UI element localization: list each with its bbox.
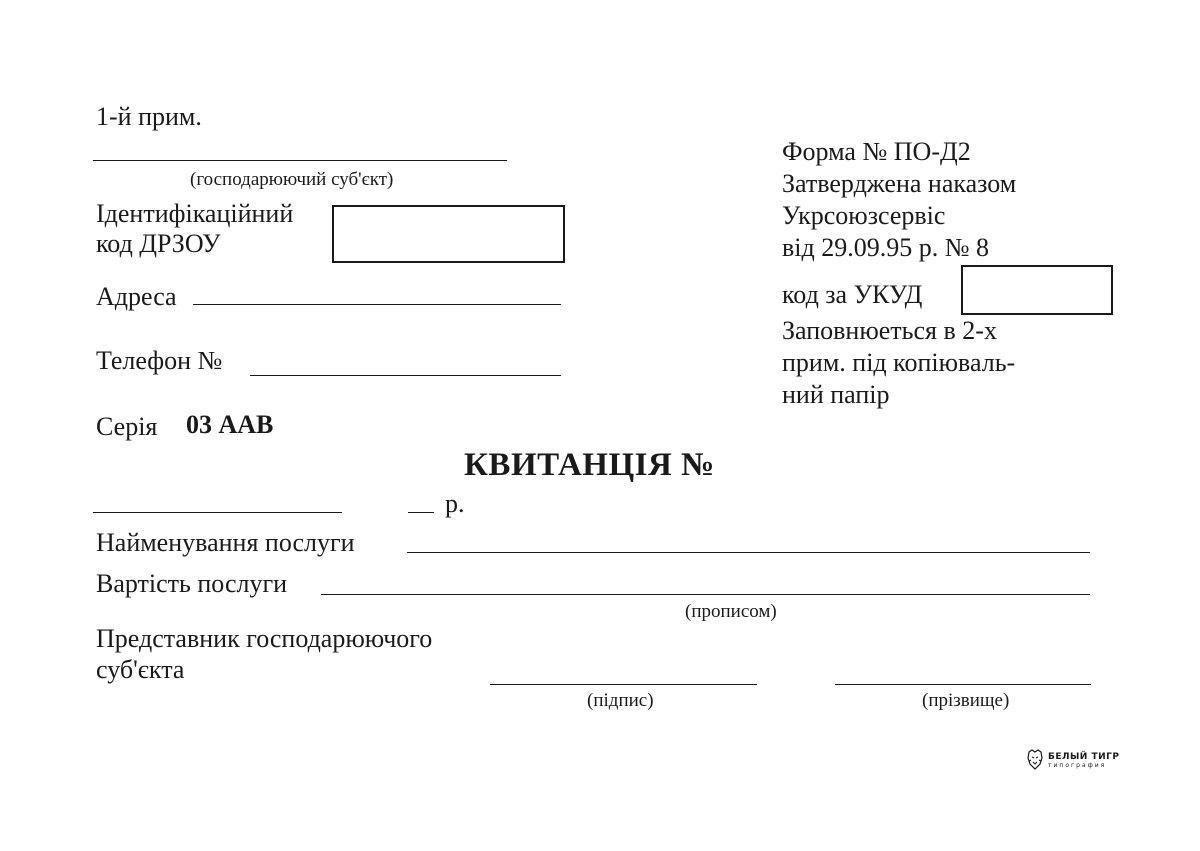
representative-label-line1: Представник господарюючого bbox=[96, 624, 433, 653]
address-label: Адреса bbox=[96, 282, 177, 311]
approved-line1: Затверджена наказом bbox=[782, 169, 1017, 198]
ukud-label: код за УКУД bbox=[782, 280, 923, 309]
year-suffix: р. bbox=[445, 489, 465, 518]
id-code-box bbox=[332, 205, 565, 263]
entity-caption: (господарюючий суб'єкт) bbox=[190, 169, 394, 190]
fill-note-line3: ний папір bbox=[782, 380, 890, 409]
date-line bbox=[93, 512, 342, 513]
entity-line bbox=[93, 160, 507, 161]
service-name-line bbox=[407, 552, 1090, 553]
approved-line2: Укрсоюзсервіс bbox=[782, 201, 946, 230]
id-code-label-line2: код ДРЗОУ bbox=[96, 229, 221, 258]
series-value: 03 ААВ bbox=[186, 410, 274, 439]
receipt-title: КВИТАНЦІЯ № bbox=[464, 447, 715, 483]
address-line bbox=[193, 304, 561, 305]
form-number: Форма № ПО-Д2 bbox=[782, 137, 971, 166]
in-words-caption: (прописом) bbox=[685, 601, 777, 622]
ukud-box bbox=[961, 265, 1113, 315]
series-label: Серія bbox=[96, 412, 158, 441]
surname-line bbox=[835, 684, 1091, 685]
copy-label: 1-й прим. bbox=[96, 102, 202, 131]
signature-line bbox=[490, 684, 757, 685]
printer-logo-subtitle: типография bbox=[1048, 762, 1107, 769]
year-line bbox=[408, 512, 434, 513]
id-code-label-line1: Ідентифікаційний bbox=[96, 199, 294, 228]
phone-line bbox=[250, 375, 561, 376]
fill-note-line2: прим. під копіюваль- bbox=[782, 348, 1016, 377]
fill-note-line1: Заповнюеться в 2-х bbox=[782, 316, 997, 345]
signature-caption: (підпис) bbox=[587, 690, 654, 711]
printer-logo-name: БЕЛЫЙ ТИГР bbox=[1048, 752, 1120, 762]
service-name-label: Найменування послуги bbox=[96, 528, 355, 557]
representative-label-line2: суб'єкта bbox=[96, 655, 185, 684]
approved-line3: від 29.09.95 р. № 8 bbox=[782, 233, 990, 262]
phone-label: Телефон № bbox=[96, 346, 223, 375]
service-cost-line bbox=[321, 594, 1090, 595]
service-cost-label: Вартість послуги bbox=[96, 569, 288, 598]
surname-caption: (прізвище) bbox=[922, 690, 1010, 711]
tiger-head-icon bbox=[1026, 749, 1044, 771]
